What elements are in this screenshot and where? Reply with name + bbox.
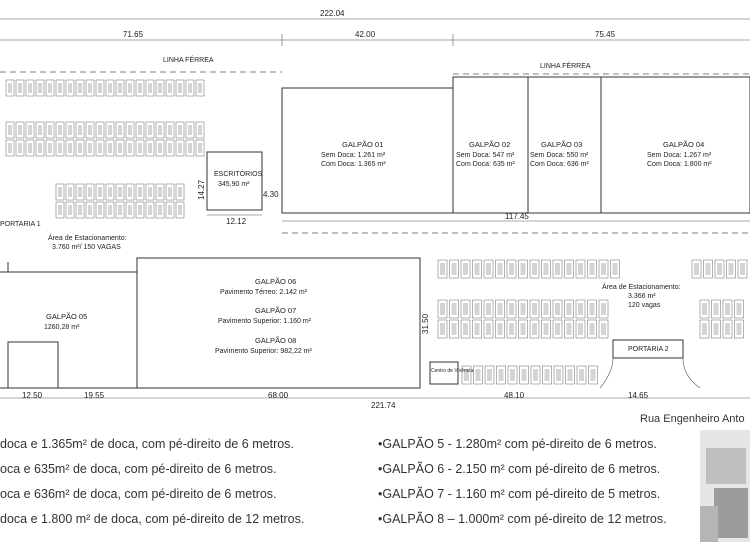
car-icon [532, 323, 537, 335]
dim-bottom-total: 221.74 [371, 401, 396, 410]
car-icon [78, 187, 82, 197]
car-icon [463, 303, 468, 315]
car-icon [98, 205, 102, 215]
note-line: oca e 635m² de doca, com pé-direito de 6 metros. [0, 462, 277, 476]
car-icon [532, 263, 537, 275]
car-icon [98, 143, 102, 153]
car-icon [28, 83, 32, 93]
car-icon [158, 143, 162, 153]
car-icon [108, 143, 112, 153]
car-icon [178, 187, 182, 197]
car-icon [158, 125, 162, 135]
galpao-01-sem-doca: Sem Doca: 1.261 m² [321, 152, 386, 159]
note-line: oca e 636m² de doca, com pé-direito de 6 metros. [0, 487, 277, 501]
car-icon [452, 263, 457, 275]
car-icon [578, 263, 583, 275]
car-icon [148, 83, 152, 93]
car-icon [440, 263, 445, 275]
car-icon [88, 187, 92, 197]
dim-height-right: 31.50 [421, 313, 430, 334]
car-icon [78, 143, 82, 153]
car-icon [18, 125, 22, 135]
dim-bottom-right-1: 48.10 [504, 391, 525, 400]
car-icon [578, 303, 583, 315]
car-icon [567, 303, 572, 315]
dim-esc-offset: 4.30 [263, 190, 279, 199]
building-photo [700, 430, 750, 542]
galpao-04-name: GALPÃO 04 [663, 140, 705, 149]
car-icon [138, 143, 142, 153]
note-line: doca e 1.800 m² de doca, com pé-direito de 12 metros. [0, 512, 305, 526]
dim-seg-3: 75.45 [595, 30, 616, 39]
car-icon [68, 125, 72, 135]
car-icon [48, 125, 52, 135]
dim-total-top: 222.04 [320, 9, 345, 18]
car-icon [533, 369, 538, 381]
car-icon [148, 205, 152, 215]
car-icon [118, 125, 122, 135]
railway-label-left: LINHA FÉRREA [163, 57, 214, 64]
car-icon [168, 83, 172, 93]
parking-right-area: 3.366 m² [628, 293, 656, 300]
car-icon [8, 83, 12, 93]
car-icon [178, 83, 182, 93]
car-icon [148, 143, 152, 153]
car-icon [579, 369, 584, 381]
car-icon [138, 205, 142, 215]
car-icon [158, 187, 162, 197]
car-icon [168, 125, 172, 135]
car-icon [521, 323, 526, 335]
car-icon [601, 323, 606, 335]
car-icon [78, 205, 82, 215]
car-icon [498, 263, 503, 275]
car-icon [613, 263, 618, 275]
galpao-03-sem-doca: Sem Doca: 550 m² [530, 152, 589, 159]
dim-esc-width: 12.12 [226, 217, 247, 226]
car-icon [555, 323, 560, 335]
escritorios-name: ESCRITÓRIOS [214, 171, 263, 178]
car-icon [717, 263, 722, 275]
dim-bottom-left-1: 12.50 [22, 391, 43, 400]
car-icon [521, 263, 526, 275]
note-line: •GALPÃO 8 – 1.000m² com pé-direito de 12 metros. [378, 512, 667, 526]
car-icon [138, 125, 142, 135]
car-icon [58, 143, 62, 153]
car-icon [544, 263, 549, 275]
car-icon [88, 83, 92, 93]
galpao-06-detail: Pavimento Térreo: 2.142 m² [220, 289, 308, 296]
galpao-02-sem-doca: Sem Doca: 547 m² [456, 152, 515, 159]
car-icon [714, 323, 719, 335]
car-icon [601, 263, 606, 275]
car-icon [452, 323, 457, 335]
gate-swing-right [683, 358, 700, 388]
car-icon [544, 323, 549, 335]
car-icon [158, 83, 162, 93]
car-icon [486, 323, 491, 335]
galpao-08-name: GALPÃO 08 [255, 336, 297, 345]
car-icon [737, 323, 742, 335]
car-icon [8, 143, 12, 153]
car-icon [725, 303, 730, 315]
galpao-02-name: GALPÃO 02 [469, 140, 511, 149]
galpao-02-com-doca: Com Doca: 635 m² [456, 161, 515, 168]
car-icon [108, 125, 112, 135]
dim-bottom-middle: 68.00 [268, 391, 289, 400]
car-icon [68, 187, 72, 197]
car-icon [702, 323, 707, 335]
car-icon [567, 263, 572, 275]
note-line: •GALPÃO 7 - 1.160 m² com pé-direito de 5 metros. [378, 487, 661, 501]
car-icon [475, 303, 480, 315]
car-icon [578, 323, 583, 335]
car-icon [88, 125, 92, 135]
car-icon [38, 125, 42, 135]
car-icon [545, 369, 550, 381]
galpao-05-name: GALPÃO 05 [46, 312, 88, 321]
car-icon [590, 323, 595, 335]
car-icon [58, 125, 62, 135]
parking-left-detail: 3.760 m²/ 150 VAGAS [52, 244, 121, 251]
notes-right-column [378, 432, 667, 532]
car-icon [68, 83, 72, 93]
car-icon [476, 369, 481, 381]
car-icon [463, 323, 468, 335]
galpao-04-com-doca: Com Doca: 1.800 m² [647, 161, 712, 168]
note-line: •GALPÃO 5 - 1.280m² com pé-direito de 6 metros. [378, 437, 657, 451]
car-icon [463, 263, 468, 275]
galpao-05-area: 1260,28 m² [44, 324, 80, 331]
car-icon [138, 187, 142, 197]
car-icon [48, 83, 52, 93]
dim-bottom-right-2: 14.65 [628, 391, 649, 400]
car-icon [128, 125, 132, 135]
dim-bottom-left-2: 19.55 [84, 391, 105, 400]
car-icon [138, 83, 142, 93]
guard-house-label: Centro de Vivência [431, 368, 474, 374]
car-icon [58, 187, 62, 197]
car-icon [168, 143, 172, 153]
car-icon [118, 143, 122, 153]
galpao-03-name: GALPÃO 03 [541, 140, 583, 149]
car-icon [78, 83, 82, 93]
car-icon [178, 125, 182, 135]
galpao-07-detail: Pavimento Superior: 1.160 m² [218, 318, 311, 325]
car-icon [168, 205, 172, 215]
car-icon [568, 369, 573, 381]
car-icon [475, 263, 480, 275]
car-icon [178, 205, 182, 215]
car-icon [8, 125, 12, 135]
car-icon [532, 303, 537, 315]
dim-seg-1: 71.65 [123, 30, 144, 39]
car-icon [498, 323, 503, 335]
car-icon [509, 263, 514, 275]
car-icon [28, 143, 32, 153]
car-icon [18, 83, 22, 93]
car-icon [58, 83, 62, 93]
gate-swing-left [600, 358, 613, 388]
escritorios-area: 345,90 m² [218, 181, 250, 188]
car-icon [28, 125, 32, 135]
car-icon [740, 263, 745, 275]
car-icon [499, 369, 504, 381]
car-icon [98, 83, 102, 93]
galpao-01-building [282, 88, 453, 213]
parking-spots-left [6, 80, 204, 218]
car-icon [88, 205, 92, 215]
dim-seg-2: 42.00 [355, 30, 376, 39]
car-icon [567, 323, 572, 335]
parking-left-title: Área de Estacionamento: [48, 235, 127, 242]
car-icon [118, 205, 122, 215]
dim-esc-height: 14.27 [197, 179, 206, 200]
car-icon [440, 303, 445, 315]
car-icon [128, 187, 132, 197]
car-icon [98, 187, 102, 197]
car-icon [58, 205, 62, 215]
portaria-2-label: PORTARIA 2 [628, 346, 669, 353]
car-icon [702, 303, 707, 315]
car-icon [555, 263, 560, 275]
car-icon [198, 143, 202, 153]
car-icon [725, 323, 730, 335]
parking-spots-right [438, 260, 747, 384]
car-icon [452, 303, 457, 315]
car-icon [737, 303, 742, 315]
parking-right-spots: 120 vagas [628, 302, 661, 309]
car-icon [591, 369, 596, 381]
car-icon [18, 143, 22, 153]
note-line: doca e 1.365m² de doca, com pé-direito de 6 metros. [0, 437, 294, 451]
car-icon [178, 143, 182, 153]
car-icon [188, 125, 192, 135]
car-icon [68, 205, 72, 215]
dim-mid-width: 117.45 [505, 212, 529, 221]
car-icon [188, 143, 192, 153]
car-icon [158, 205, 162, 215]
car-icon [108, 187, 112, 197]
galpao-01-com-doca: Com Doca: 1.365 m² [321, 161, 386, 168]
car-icon [78, 125, 82, 135]
galpao-03-com-doca: Com Doca: 636 m² [530, 161, 589, 168]
car-icon [108, 205, 112, 215]
galpao-04-sem-doca: Sem Doca: 1.267 m² [647, 152, 712, 159]
car-icon [509, 323, 514, 335]
street-name: Rua Engenheiro Anto [640, 413, 745, 425]
car-icon [38, 143, 42, 153]
car-icon [38, 83, 42, 93]
car-icon [521, 303, 526, 315]
car-icon [590, 263, 595, 275]
car-icon [487, 369, 492, 381]
car-icon [694, 263, 699, 275]
car-icon [98, 125, 102, 135]
car-icon [198, 83, 202, 93]
car-icon [706, 263, 711, 275]
galpao-01-name: GALPÃO 01 [342, 140, 384, 149]
car-icon [108, 83, 112, 93]
car-icon [440, 323, 445, 335]
car-icon [590, 303, 595, 315]
car-icon [544, 303, 549, 315]
car-icon [88, 143, 92, 153]
car-icon [555, 303, 560, 315]
car-icon [128, 205, 132, 215]
car-icon [168, 187, 172, 197]
car-icon [188, 83, 192, 93]
note-line: •GALPÃO 6 - 2.150 m² com pé-direito de 6 metros. [378, 462, 661, 476]
galpao-08-detail: Pavimento Superior: 982,22 m² [215, 348, 312, 355]
car-icon [198, 125, 202, 135]
car-icon [486, 263, 491, 275]
car-icon [68, 143, 72, 153]
car-icon [601, 303, 606, 315]
car-icon [556, 369, 561, 381]
car-icon [509, 303, 514, 315]
car-icon [48, 143, 52, 153]
car-icon [128, 143, 132, 153]
car-icon [498, 303, 503, 315]
galpao-07-name: GALPÃO 07 [255, 306, 297, 315]
parking-right-title: Área de Estacionamento: [602, 284, 681, 291]
railway-label-right: LINHA FÉRREA [540, 63, 591, 70]
car-icon [148, 125, 152, 135]
notes-left-column [0, 432, 304, 532]
galpao-05-annex [8, 342, 58, 388]
car-icon [118, 83, 122, 93]
car-icon [510, 369, 515, 381]
car-icon [522, 369, 527, 381]
car-icon [714, 303, 719, 315]
car-icon [128, 83, 132, 93]
car-icon [729, 263, 734, 275]
car-icon [118, 187, 122, 197]
galpao-06-name: GALPÃO 06 [255, 277, 297, 286]
portaria-1-label: PORTARIA 1 [0, 221, 41, 228]
car-icon [148, 187, 152, 197]
car-icon [486, 303, 491, 315]
car-icon [475, 323, 480, 335]
